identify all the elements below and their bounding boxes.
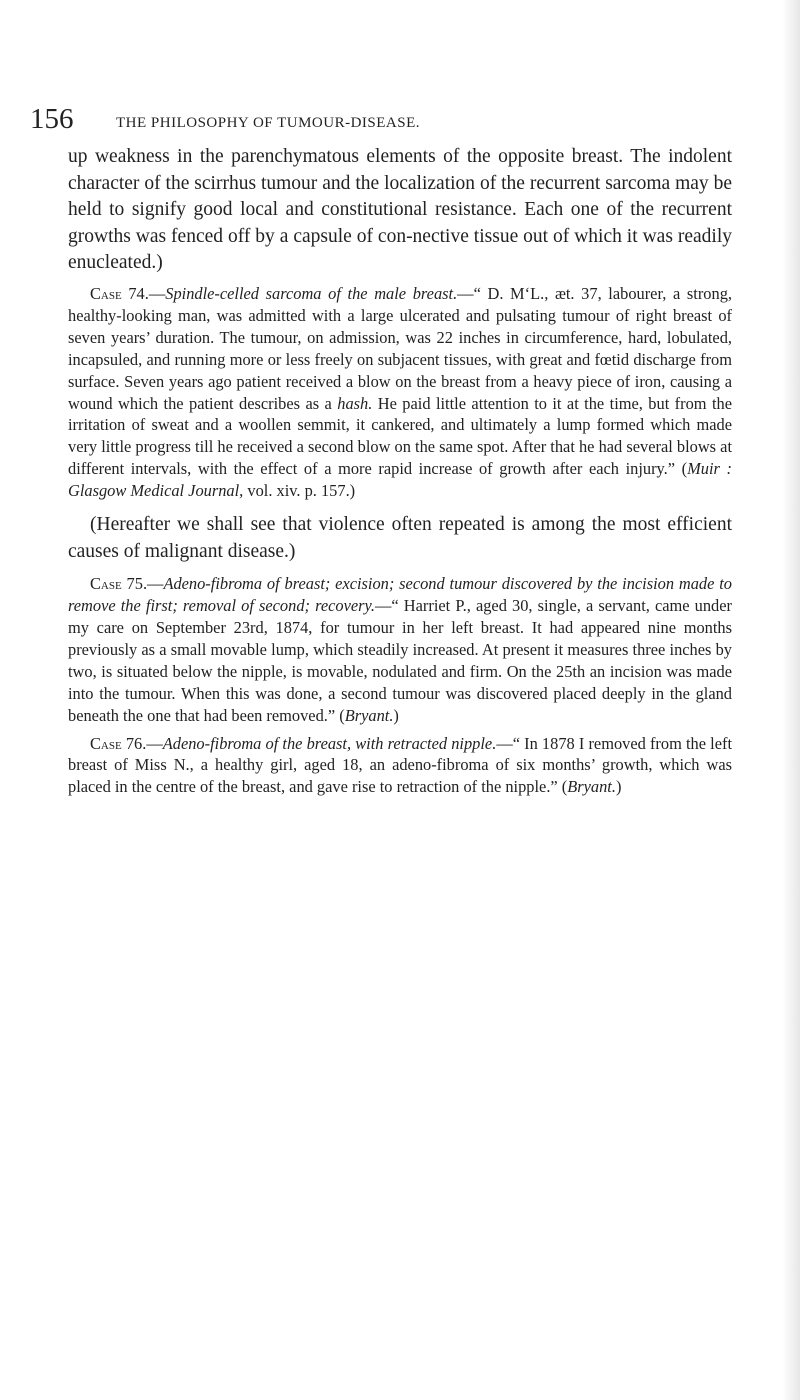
case-74-paragraph: [68, 283, 732, 502]
case-74-text-a: —“ D. M‘L., æt. 37, labourer, a strong, healthy-looking man, was admitted with a large ulcerated and pulsating tumour of right breast of seven years’ duration. The tumour, on admission, was 22 inches in circumference, hard, lobulated, incapsuled, and running more or less freely on subjacent tissues, with great and fœtid discharge from surface. Seven years ago patient received a blow on the breast from a heavy piece of iron, causing a wound which the patient describes as a: [68, 283, 732, 413]
case-75-paragraph: [68, 573, 732, 726]
paragraph-continuation: up weakness in the parenchymatous elements of the opposite breast. The indolent character of the scirrhus tumour and the localization of the recurrent sarcoma may be held to signify good local and constitutional resistance. Each one of the recurrent growths was fenced off by a capsule of con-nective tissue out of which it was readily enucleated.): [68, 146, 732, 274]
case-74-source: Muir : Glasgow Medical Journal,: [68, 459, 732, 501]
case-76-paragraph: [68, 733, 732, 799]
case-74-label: Case 74.: [90, 283, 149, 303]
case-74-title: Spindle-celled sarcoma of the male breast.: [165, 283, 458, 303]
case-76-text-a: —“ In 1878 I removed from the left breast of Miss N., a healthy girl, aged 18, an adeno-fibroma of six months’ growth, which was placed in the centre of the breast, and gave rise to retraction of the nipple.” (: [68, 733, 732, 797]
case-75-text-a: —“ Harriet P., aged 30, single, a servant, came under my care on September 23rd, 1874, for tumour in her left breast. It had appeared nine months previously as a small movable lump, which steadily increased. At present it measures three inches by two, is situated below the nipple, is movable, nodulated and firm. On the 25th an incision was made into the tumour. When this was done, a second tumour was discovered placed deeply in the gland beneath the one that had been removed.” (: [68, 596, 732, 725]
case-75-text-b: ): [393, 705, 399, 725]
running-head: THE PHILOSOPHY OF TUMOUR-DISEASE.: [116, 115, 421, 131]
case-75-title: Adeno-fibroma of breast; excision; second tumour discovered by the incision made to remove the first; removal of second; recovery.: [68, 574, 732, 616]
body-text: [68, 144, 732, 798]
case-74-text-c: vol. xiv. p. 157.): [243, 481, 356, 501]
case-74-emphasis: hash.: [337, 393, 373, 413]
case-76-text-b: ): [615, 777, 622, 797]
case-76-source: Bryant.: [567, 777, 616, 797]
page-number: 156: [30, 103, 74, 135]
case-75-label: Case 75.: [90, 574, 148, 594]
page-edge-shadow: [782, 0, 800, 1400]
case-75-source: Bryant.: [344, 705, 394, 725]
case-75-dash: —: [147, 574, 164, 594]
case-74-text-b: He paid little attention to it at the time, but from the irritation of sweat and a woollen semmit, it cankered, and ultimately a lump formed which made very little progress till he received a second blow on the same spot. After that he had several blows at different intervals, with the effect of a more rapid increase of growth after each injury.” (: [68, 393, 732, 479]
case-76-dash: —: [146, 733, 163, 753]
editorial-note: (Hereafter we shall see that violence often repeated is among the most efficient causes of malignant disease.): [68, 514, 732, 562]
page-header: [30, 103, 770, 135]
case-74-dash: —: [148, 283, 166, 303]
case-76-title: Adeno-fibroma of the breast, with retracted nipple.: [162, 733, 497, 753]
case-76-label: Case 76.: [90, 733, 147, 753]
